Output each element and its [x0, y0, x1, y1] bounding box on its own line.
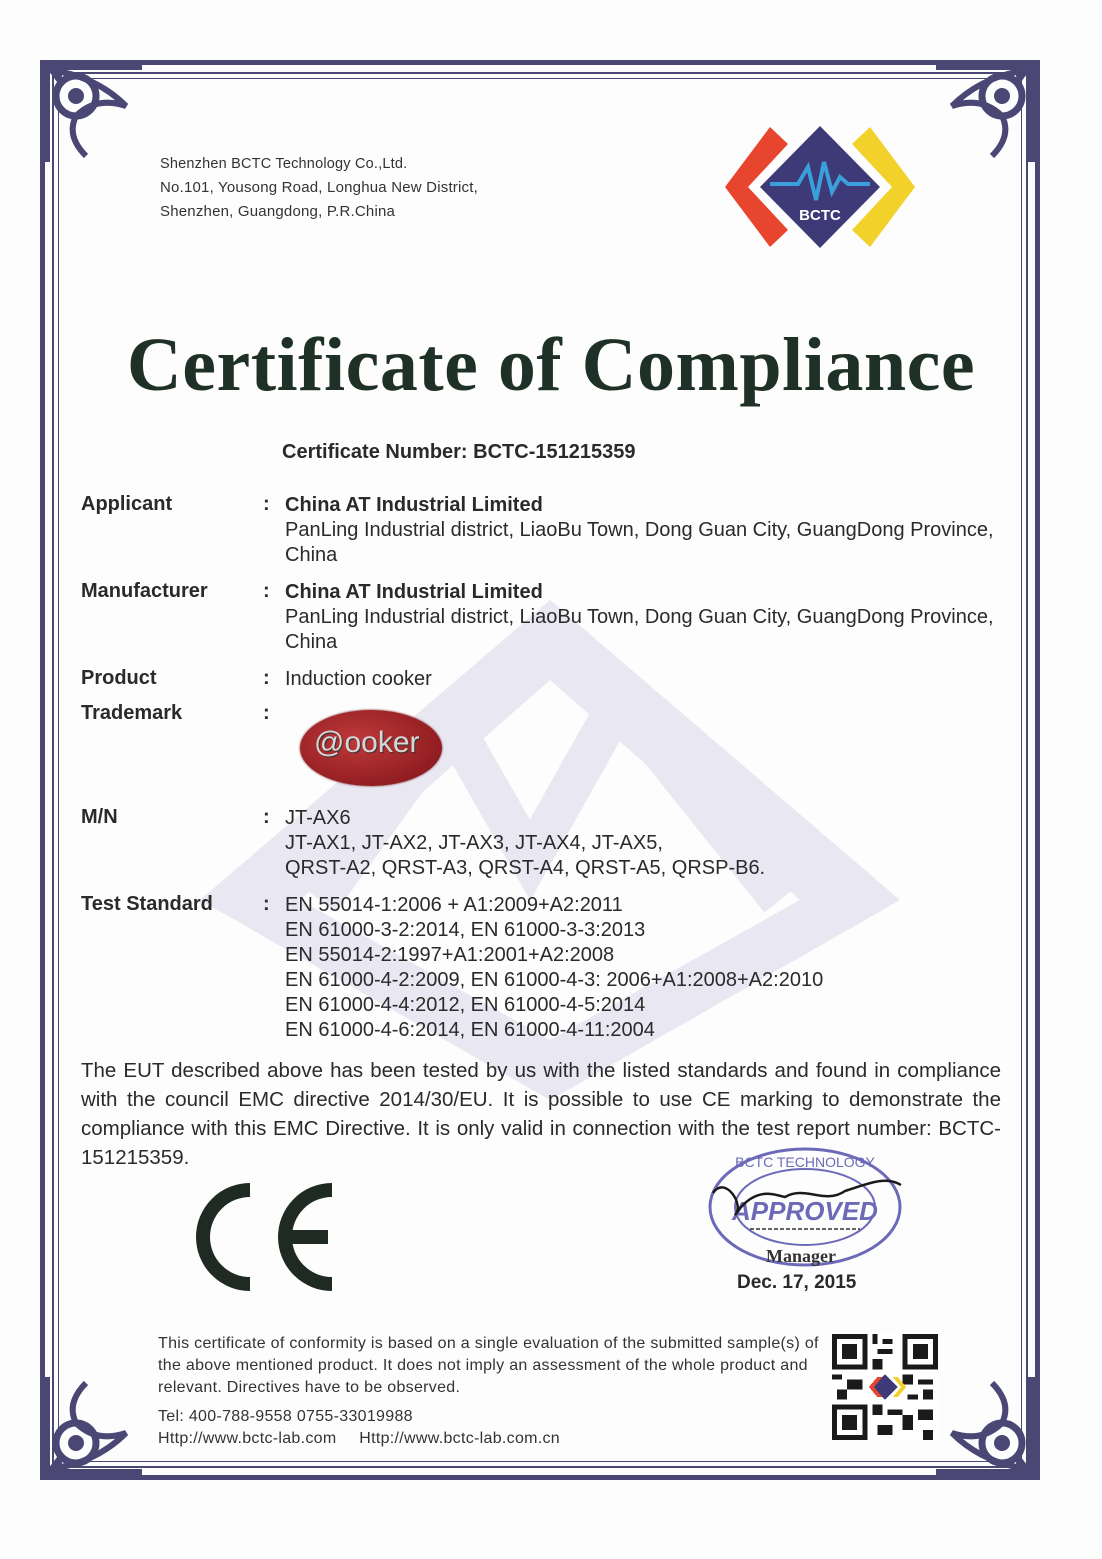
- standard-line: EN 61000-4-2:2009, EN 61000-4-3: 2006+A1:2008+A2:2010: [285, 969, 824, 991]
- signatory-title: Manager: [766, 1246, 836, 1266]
- colon: :: [263, 806, 270, 828]
- trademark-label: Trademark: [81, 702, 183, 724]
- test-standard-label: Test Standard: [81, 893, 213, 915]
- standard-line: EN 55014-1:2006 + A1:2009+A2:2011: [285, 894, 623, 916]
- ornament-corner-icon: [36, 1373, 146, 1483]
- model-line: QRST-A2, QRST-A3, QRST-A4, QRST-A5, QRSP-B6.: [285, 857, 766, 879]
- test-standard-values: [285, 893, 1005, 1043]
- qr-code-icon[interactable]: [832, 1334, 938, 1440]
- trademark-logo: [300, 710, 442, 786]
- issuer-address-block: [160, 152, 478, 224]
- colon: :: [263, 667, 270, 689]
- svg-text:APPROVED: APPROVED: [732, 1196, 878, 1226]
- ornament-corner-icon: [932, 56, 1042, 166]
- svg-text:BCTC TECHNOLOGY: BCTC TECHNOLOGY: [735, 1154, 875, 1170]
- manufacturer-address: PanLing Industrial district, LiaoBu Town, Dong Guan City, GuangDong Province, China: [285, 606, 994, 653]
- issuer-address-line2: Shenzhen, Guangdong, P.R.China: [160, 203, 396, 220]
- footer-tel: Tel: 400-788-9558 0755-33019988: [158, 1408, 413, 1425]
- ornament-corner-icon: [932, 1373, 1042, 1483]
- standard-line: EN 61000-4-6:2014, EN 61000-4-11:2004: [285, 1019, 655, 1041]
- footer-website-com[interactable]: Http://www.bctc-lab.com: [158, 1430, 337, 1447]
- applicant-label: Applicant: [81, 493, 173, 515]
- product-value: Induction cooker: [285, 668, 432, 690]
- product-label: Product: [81, 667, 157, 689]
- standard-line: EN 61000-3-2:2014, EN 61000-3-3:2013: [285, 919, 646, 941]
- model-number-values: [285, 806, 1005, 881]
- applicant-value: [285, 493, 1005, 568]
- manufacturer-name: China AT Industrial Limited: [285, 581, 543, 603]
- signatory-date: Dec. 17, 2015: [737, 1272, 857, 1293]
- applicant-address: PanLing Industrial district, LiaoBu Town, Dong Guan City, GuangDong Province, China: [285, 519, 994, 566]
- colon: :: [263, 702, 270, 724]
- bctc-logo-icon: [720, 122, 920, 252]
- colon: :: [263, 580, 270, 602]
- page-title: Certificate of Compliance: [126, 323, 976, 407]
- standard-line: EN 55014-2:1997+A1:2001+A2:2008: [285, 944, 615, 966]
- issuer-address-line1: No.101, Yousong Road, Longhua New District,: [160, 179, 478, 196]
- standard-line: EN 61000-4-4:2012, EN 61000-4-5:2014: [285, 994, 646, 1016]
- footer-contact: [158, 1406, 578, 1450]
- ce-mark-icon: [180, 1182, 340, 1292]
- manufacturer-label: Manufacturer: [81, 580, 208, 602]
- colon: :: [263, 893, 270, 915]
- model-number-label: M/N: [81, 806, 118, 828]
- model-line: JT-AX1, JT-AX2, JT-AX3, JT-AX4, JT-AX5,: [285, 832, 663, 854]
- compliance-statement: The EUT described above has been tested by us with the listed standards and found in compliance with the council EMC directive 2014/30/EU. It is possible to use CE marking to demonstrate the compliance with this EMC Directive. It is only valid in connection with the test report number: BCTC-151215359.: [81, 1059, 1001, 1169]
- issuer-name: Shenzhen BCTC Technology Co.,Ltd.: [160, 156, 408, 172]
- certificate-number: Certificate Number: BCTC-151215359: [282, 441, 636, 463]
- footer-website-cn[interactable]: Http://www.bctc-lab.com.cn: [359, 1430, 561, 1447]
- manufacturer-value: [285, 580, 1005, 655]
- applicant-name: China AT Industrial Limited: [285, 494, 543, 516]
- footer-disclaimer: This certificate of conformity is based on a single evaluation of the submitted sample(s) of the above mentioned product. It does not imply an assessment of the whole product and relevant. Directives have to be observed.: [158, 1335, 819, 1396]
- logo-text: BCTC: [799, 207, 841, 224]
- ornament-corner-icon: [36, 56, 146, 166]
- colon: :: [263, 493, 270, 515]
- model-line: JT-AX6: [285, 807, 351, 829]
- trademark-logo-text: @ooker: [314, 726, 420, 759]
